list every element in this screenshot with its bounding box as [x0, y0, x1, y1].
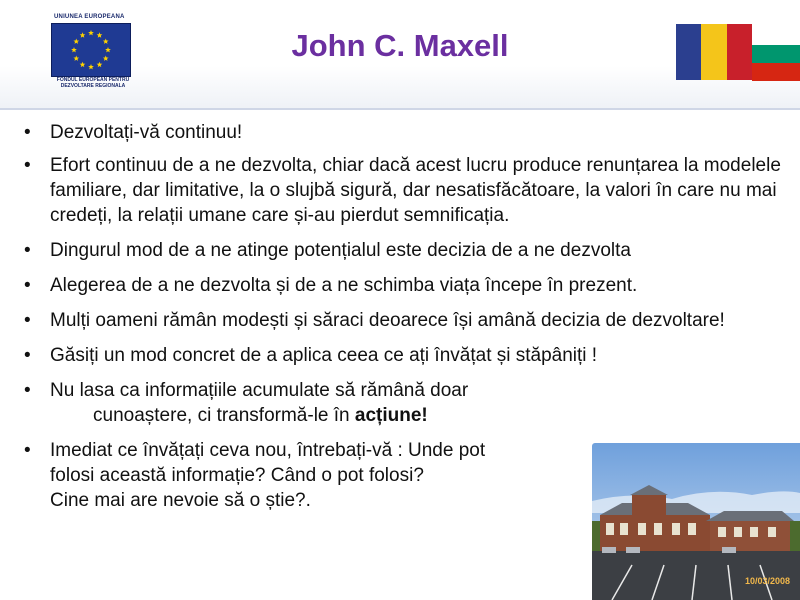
- bullet-line: [50, 403, 560, 428]
- bullet-item: • Efort continuu de a ne dezvolta, chiar dacă acest lucru produce renunțarea la modelele familiare, dar limitative, la o slujbă sigură, dar nesatisfăcătoare, la valori în care nu mai credeți, la relații umane care și-au pierdut semnificația.: [22, 153, 782, 228]
- bullet-item: • Mulți oameni rămân modești și săraci deoarece își amână decizia de dezvoltare!: [22, 308, 782, 333]
- bullet-item: • Dingurul mod de a ne atinge potențialul este decizia de a ne dezvolta: [22, 238, 782, 263]
- building-photo: [592, 443, 800, 600]
- bulgaria-flag-icon: [752, 27, 800, 81]
- romania-flag-icon: [676, 24, 752, 80]
- bullet-line: • Imediat ce învățați ceva nou, întrebați-vă : Unde pot: [50, 440, 486, 461]
- bullet-item: • Găsiți un mod concret de a aplica ceea ce ați învățat și stăpâniți !: [22, 343, 782, 368]
- bullet-line: Cine mai are nevoie să o știe?.: [50, 490, 311, 511]
- header-divider: [0, 108, 800, 110]
- page-title: John C. Maxell: [291, 28, 509, 63]
- bullet-item: [22, 438, 560, 513]
- bullet-item: [22, 378, 560, 428]
- emphasis-text: acțiune!: [354, 405, 428, 426]
- bullet-line: folosi această informație? Când o pot folosi?: [50, 465, 424, 486]
- eu-logo-bottom-line2: DEZVOLTARE REGIONALA: [60, 83, 126, 89]
- flags-group: [676, 24, 800, 82]
- bullet-item: • Alegerea de a ne dezvolta și de a ne schimba viața începe în prezent.: [22, 273, 782, 298]
- bullet-item: • Dezvoltați-vă continuu!: [22, 120, 782, 145]
- eu-logo-top-text: UNIUNEA EUROPEANA: [54, 14, 125, 20]
- bullet-line: • Nu lasa ca informațiile acumulate să rămână doar: [50, 380, 469, 401]
- eu-logo-bottom-text: [48, 77, 138, 89]
- photo-date-stamp: 10/03/2008: [744, 576, 790, 586]
- eu-logo-bottom-line1: FONDUL EUROPEAN PENTRU: [56, 77, 130, 83]
- bullet-text: cunoaștere, ci transformă-le în: [93, 405, 355, 426]
